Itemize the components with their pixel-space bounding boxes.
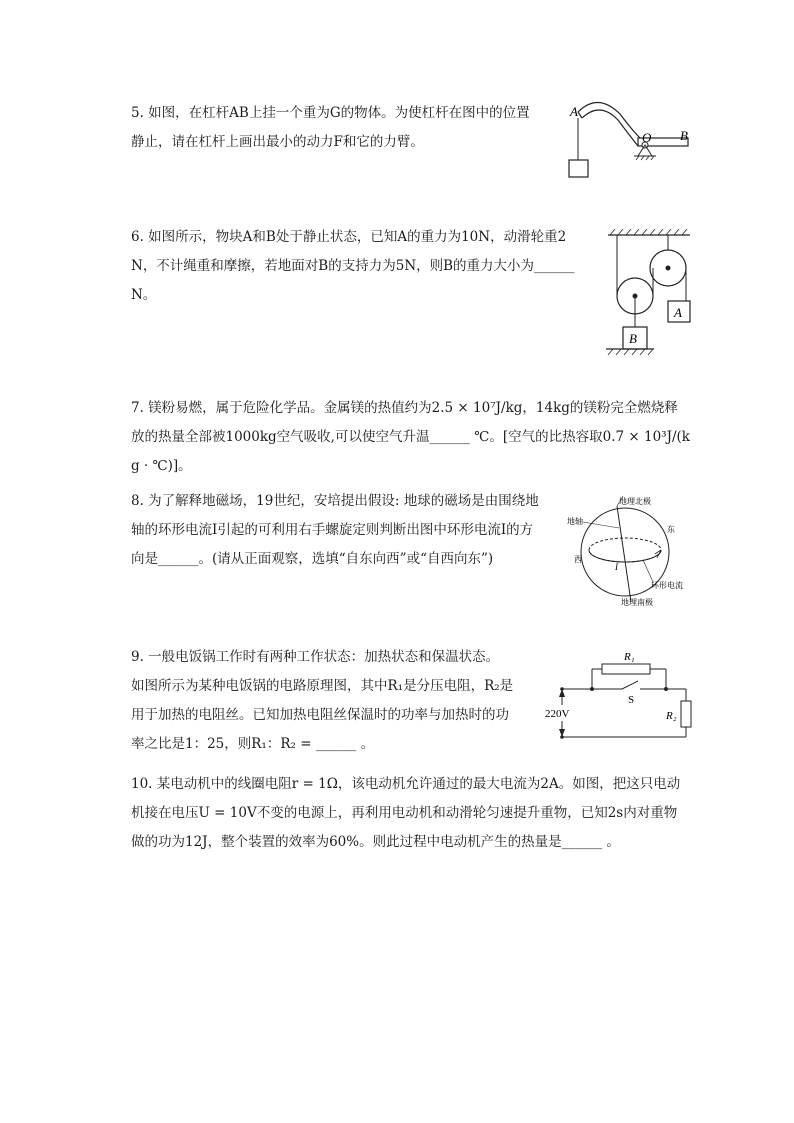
r2-label: R₂ (666, 710, 677, 722)
geo-north-label: 地理北极 (619, 497, 651, 506)
west-label: 西 (574, 555, 582, 564)
pulley-label-a: A (674, 305, 682, 320)
question-10-line-1: 10. 某电动机中的线圈电阻r = 1Ω，该电动机允许通过的最大电流为2A。如图，把这只电动 (131, 776, 681, 792)
lever-figure (558, 98, 698, 184)
earth-magnetism-figure (565, 492, 695, 610)
lever-label-a: A (570, 104, 578, 119)
east-label: 东 (667, 525, 675, 534)
question-6-line-2: N，不计绳重和摩擦，若地面对B的支持力为5N，则B的重力大小为______ (131, 258, 575, 274)
question-5-line-1: 5. 如图，在杠杆AB上挂一个重为G的物体。为使杠杆在图中的位置 (131, 105, 530, 121)
question-9-line-4: 率之比是1：25，则R₁：R₂ = ______ 。 (131, 736, 375, 752)
rice-cooker-circuit-figure (540, 645, 696, 745)
pulley-figure (598, 225, 698, 365)
geo-axis-label: 地轴 (567, 517, 583, 526)
question-9 (131, 643, 513, 759)
question-6-line-3: N。 (131, 287, 157, 303)
question-7-line-2: 放的热量全部被1000kg空气吸收,可以使空气升温______ ℃。[空气的比热容取0.7 × 10³J/(k (131, 429, 690, 445)
current-symbol-label: I (615, 562, 618, 572)
question-5 (131, 99, 530, 157)
question-8 (131, 487, 539, 574)
lever-label-b: B (680, 128, 688, 143)
question-6 (131, 223, 575, 310)
ring-current-label: 环形电流 (651, 581, 683, 590)
question-9-line-3: 用于加热的电阻丝。已知加热电阻丝保温时的功率与加热时的功 (131, 707, 509, 723)
question-10 (131, 770, 680, 857)
switch-label: S (628, 694, 635, 706)
pulley-label-b: B (629, 331, 637, 346)
question-6-line-1: 6. 如图所示，物块A和B处于静止状态，已知A的重力为10N，动滑轮重2 (131, 229, 567, 245)
question-10-line-3: 做的功为12J，整个装置的效率为60%。则此过程中电动机产生的热量是______ 。 (131, 834, 620, 850)
question-8-line-3: 向是______。(请从正面观察，选填“自东向西”或“自西向东”) (131, 551, 494, 567)
question-7 (131, 394, 690, 481)
question-8-line-1: 8. 为了解释地磁场，19世纪，安培提出假设: 地球的磁场是由围绕地 (131, 493, 539, 509)
question-9-line-1: 9. 一般电饭锅工作时有两种工作状态：加热状态和保温状态。 (131, 649, 500, 665)
question-7-line-3: g · ℃)]。 (131, 458, 192, 474)
question-9-line-2: 如图所示为某种电饭锅的电路原理图，其中R₁是分压电阻，R₂是 (131, 678, 514, 694)
lever-label-o: O (642, 130, 652, 145)
geo-south-label: 地理南极 (621, 598, 653, 607)
question-8-line-2: 轴的环形电流I引起的可利用右手螺旋定则判断出图中环形电流I的方 (131, 522, 534, 538)
question-7-line-1: 7. 镁粉易燃，属于危险化学品。金属镁的热值约为2.5 × 10⁷J/kg，14kg的镁粉完全燃烧释 (131, 400, 678, 416)
question-5-line-2: 静止，请在杠杆上画出最小的动力F和它的力臂。 (131, 134, 424, 150)
r1-label: R₁ (624, 651, 635, 663)
question-10-line-2: 机接在电压U = 10V不变的电源上，再利用电动机和动滑轮匀速提升重物，已知2s内对重物 (131, 805, 678, 821)
voltage-label: 220V (545, 708, 570, 720)
